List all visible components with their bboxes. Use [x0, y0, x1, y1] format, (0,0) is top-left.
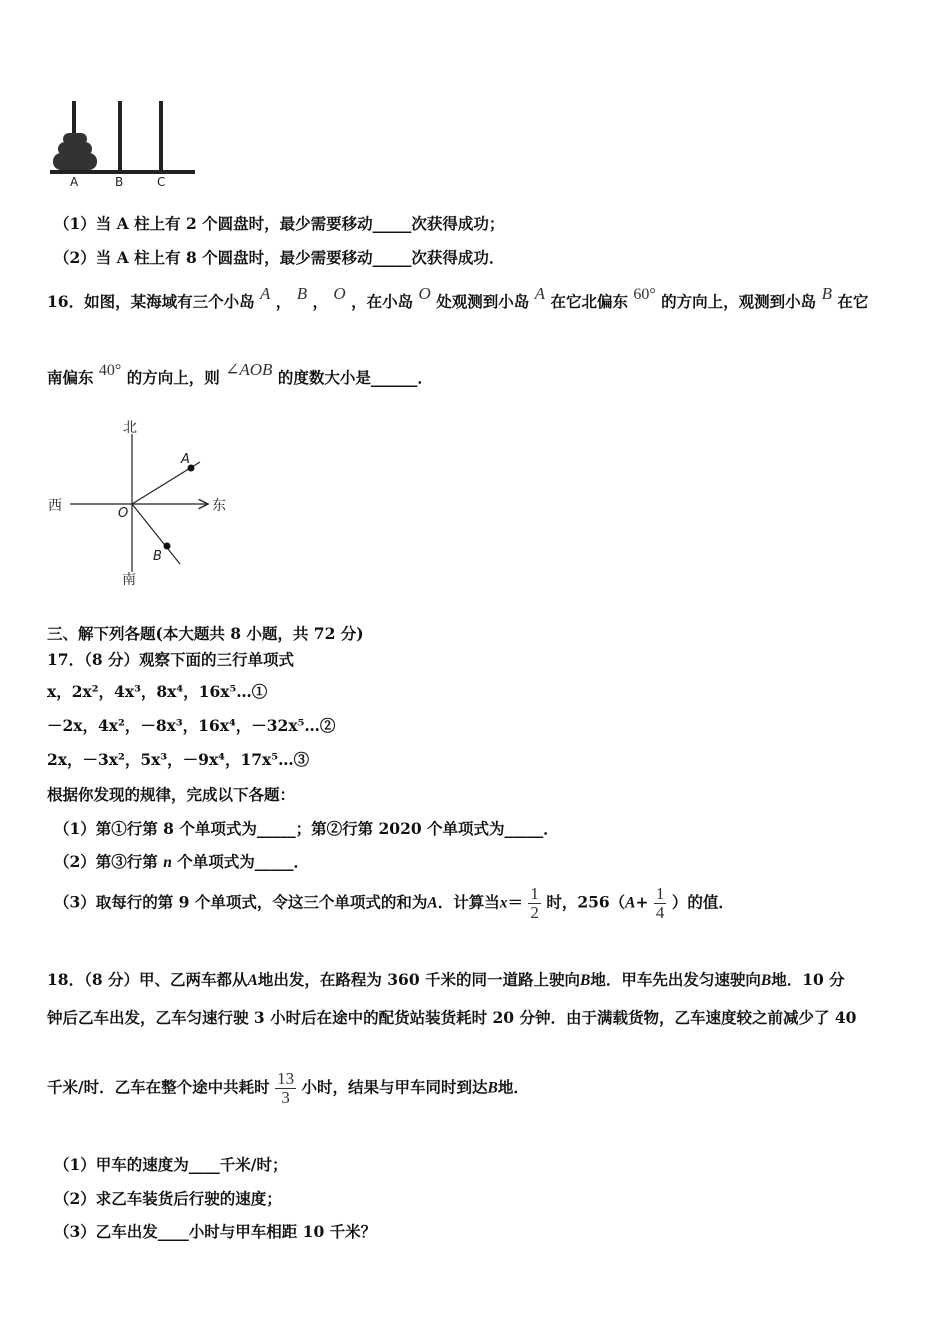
- q16-num: 16．如图，某海域有三个小岛: [47, 292, 255, 311]
- q16-line2: [47, 360, 433, 388]
- q16-text7: 的方向上，则: [126, 368, 220, 387]
- q16-var-b: B: [296, 284, 308, 303]
- q16-var-a2: A: [534, 284, 546, 303]
- q17-part2-n: n: [163, 854, 172, 871]
- q16-text5: 在它: [837, 292, 869, 311]
- hanoi-disk-top: [63, 133, 87, 145]
- q18-frac-den: 3: [275, 1088, 296, 1107]
- q18-B: B: [580, 972, 591, 989]
- q18-l1d: 地．10 分: [771, 970, 845, 989]
- q17-part3-a: （3）取每行的第 9 个单项式，令这三个单项式的和为: [54, 892, 428, 912]
- q16-text8: 的度数大小是______．: [277, 368, 433, 387]
- q16-comma1: ，: [275, 292, 292, 311]
- q18-B3: B: [487, 1079, 498, 1097]
- q18-frac-num: 13: [277, 1069, 295, 1088]
- q16-var-o: O: [333, 284, 346, 303]
- q17-frac1-den: 2: [530, 902, 539, 922]
- q16-var-o2: O: [418, 284, 431, 303]
- q17-part3-A2: A: [625, 894, 636, 912]
- q18-line2: 钟后乙车出发，乙车匀速行驶 3 小时后在途中的配货站装货耗时 20 分钟．由于满载货物，乙车速度较之前减少了 40: [47, 1008, 857, 1027]
- hanoi-rod-c: [159, 101, 163, 172]
- section3-heading: 三、解下列各题(本大题共 8 小题，共 72 分): [47, 624, 364, 643]
- q18-l1b: 地出发，在路程为 360 千米的同一道路上驶向: [257, 970, 581, 989]
- point-a-label: A: [181, 452, 190, 467]
- q16-deg60: 60°: [633, 286, 656, 303]
- q18-part1: （1）甲车的速度为____千米/时；: [54, 1155, 288, 1174]
- q17-part3-e: +: [635, 892, 649, 912]
- q17-frac1-num: 1: [530, 884, 539, 903]
- q16-angle: ∠AOB: [225, 360, 273, 379]
- q17-intro: 根据你发现的规律，完成以下各题：: [47, 785, 296, 804]
- q16-text3: 在它北偏东: [550, 292, 628, 311]
- east-label: 东: [212, 498, 226, 514]
- q18-l3a: 千米/时．乙车在整个途中共耗时: [47, 1077, 270, 1097]
- origin-label: O: [118, 506, 129, 521]
- q18-l1a: 18．（8 分）甲、乙两车都从: [47, 970, 248, 989]
- q17-row1: x，2x²，4x³，8x⁴，16x⁵…①: [47, 682, 268, 701]
- q16-text1: ，在小岛: [351, 292, 414, 311]
- point-b: [164, 543, 171, 550]
- q17-part3-b: ．计算当: [437, 892, 500, 912]
- point-b-label: B: [153, 549, 162, 564]
- q17-part1: （1）第①行第 8 个单项式为_____；第②行第 2020 个单项式为_____．: [54, 819, 559, 838]
- q17-part3-x: x: [499, 894, 508, 912]
- south-label: 南: [122, 572, 136, 588]
- q16-text2: 处观测到小岛: [436, 292, 530, 311]
- q18-part3: （3）乙车出发____小时与甲车相距 10 千米？: [54, 1222, 377, 1241]
- q17-frac2-num: 1: [655, 884, 665, 903]
- q16-deg40: 40°: [98, 362, 122, 379]
- q18-line3: [47, 1070, 529, 1107]
- q17-row2: －2x，4x²，－8x³，16x⁴，－32x⁵…②: [47, 716, 336, 735]
- north-label: 北: [123, 420, 137, 436]
- q17-part2-b: 个单项式为_____．: [177, 852, 309, 871]
- q17-part3-f: ）的值．: [671, 892, 734, 912]
- q16-text6: 南偏东: [47, 368, 94, 387]
- hanoi-label-b: B: [115, 175, 124, 189]
- hanoi-label-c: C: [157, 175, 166, 189]
- q17-fraction-quarter: [654, 885, 667, 922]
- q15-part2: （2）当 A 柱上有 8 个圆盘时，最少需要移动_____次获得成功．: [54, 248, 505, 267]
- q17-part2-a: （2）第③行第: [54, 852, 158, 871]
- q18-part2: （2）求乙车装货后行驶的速度；: [54, 1189, 282, 1208]
- q17-fraction-half: [528, 885, 541, 922]
- q17-part3-d: 时，256（: [546, 892, 626, 912]
- q18-l3c: 地．: [497, 1077, 529, 1097]
- hanoi-label-a: A: [70, 175, 79, 189]
- compass-diagram: [40, 412, 250, 592]
- q17-part2: [54, 850, 309, 872]
- q18-line1: [47, 968, 845, 990]
- q17-part3-c: ＝: [507, 892, 523, 912]
- q16-var-a: A: [259, 284, 271, 303]
- hanoi-figure: [45, 95, 200, 190]
- q18-l1c: 地．甲车先出发匀速驶向: [590, 970, 761, 989]
- q18-fraction: [275, 1070, 296, 1107]
- west-label: 西: [48, 498, 62, 514]
- q16-comma2: ，: [312, 292, 329, 311]
- q18-A: A: [247, 972, 258, 989]
- q17-part3: [54, 885, 734, 922]
- q17-frac2-den: 4: [655, 902, 665, 922]
- q16-line1: [47, 284, 869, 312]
- hanoi-rod-b: [118, 101, 122, 172]
- q15-part1: （1）当 A 柱上有 2 个圆盘时，最少需要移动_____次获得成功；: [54, 214, 505, 233]
- q16-var-b2: B: [821, 284, 832, 303]
- q17-title: 17．（8 分）观察下面的三行单项式: [47, 650, 295, 669]
- q16-text4: 的方向上，观测到小岛: [661, 292, 817, 311]
- q17-row3: 2x，－3x²，5x³，－9x⁴，17x⁵…③: [47, 750, 310, 769]
- q17-part3-A: A: [427, 894, 438, 912]
- q18-l3b: 小时，结果与甲车同时到达: [301, 1077, 488, 1097]
- q18-B2: B: [760, 972, 772, 989]
